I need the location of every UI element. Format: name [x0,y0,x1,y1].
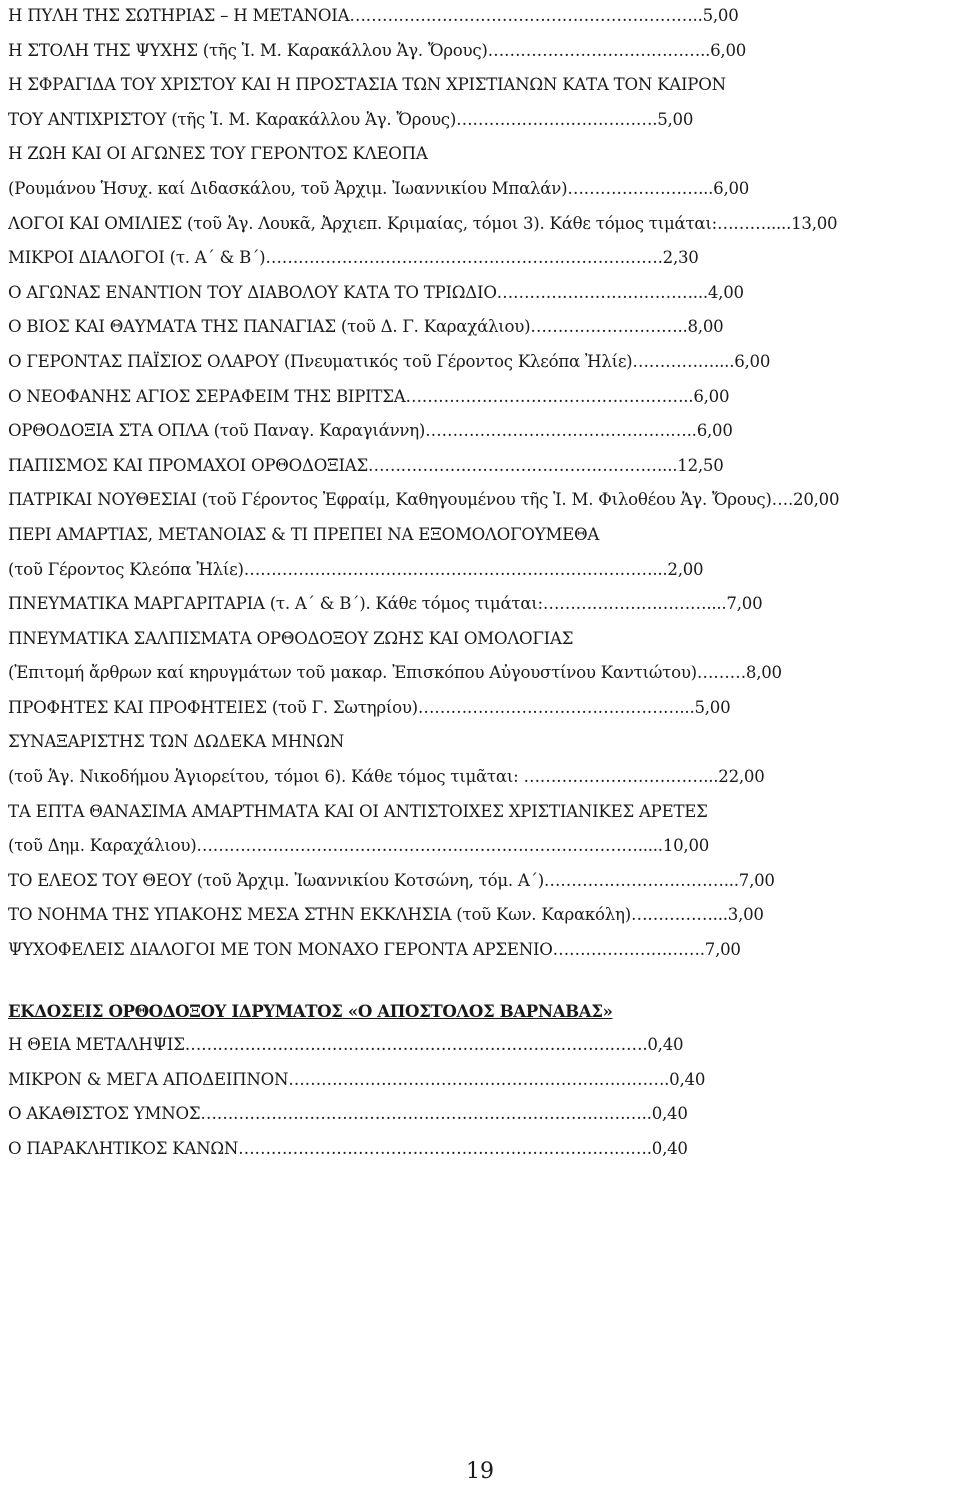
catalog-line: Η ΖΩΗ ΚΑΙ ΟΙ ΑΓΩΝΕΣ ΤΟΥ ΓΕΡΟΝΤΟΣ ΚΛΕΟΠΑ [8,144,428,164]
catalog-line: (Ἐπιτομή ἄρθρων καί κηρυγμάτων τοῦ μακαρ. Ἐπισκόπου Αὐγουστίνου Καντιώτου)………8,00 [8,663,782,683]
catalog-line: ΤΟ ΕΛΕΟΣ ΤΟΥ ΘΕΟΥ (τοῦ Ἀρχιμ. Ἰωαννικίου Κοτσώνη, τόμ. Α΄)……………………………...7,00 [8,870,775,890]
catalog-line: Η ΣΦΡΑΓΙΔΑ ΤΟΥ ΧΡΙΣΤΟΥ ΚΑΙ Η ΠΡΟΣΤΑΣΙΑ ΤΩΝ ΧΡΙΣΤΙΑΝΩΝ ΚΑΤΑ ΤΟΝ ΚΑΙΡΟΝ [8,75,726,95]
page-number: 19 [466,1459,494,1484]
section-line: Η ΘΕΙΑ ΜΕΤΑΛΗΨΙΣ………………………………………………………………………….0,40 [8,1035,684,1055]
catalog-line: ΣΥΝΑΞΑΡΙΣΤΗΣ ΤΩΝ ΔΩΔΕΚΑ ΜΗΝΩΝ [8,732,344,752]
catalog-line: (τοῦ Γέροντος Κλεόπα Ἠλίε)…………………………………………………………………...2,00 [8,559,704,579]
document-page [8,2,954,1170]
catalog-line: ΨΥΧΟΦΕΛΕΙΣ ΔΙΑΛΟΓΟΙ ΜΕ ΤΟΝ ΜΟΝΑΧΟ ΓΕΡΟΝΤΑ ΑΡΣΕΝΙΟ……………………….7,00 [8,940,741,960]
catalog-line: Ο ΒΙΟΣ ΚΑΙ ΘΑΥΜΑΤΑ ΤΗΣ ΠΑΝΑΓΙΑΣ (τοῦ Δ. Γ. Καραχάλιου)………………………..8,00 [8,317,724,337]
catalog-line: ΠΝΕΥΜΑΤΙΚΑ ΜΑΡΓΑΡΙΤΑΡΙΑ (τ. Α΄ & Β΄). Κάθε τόμος τιμάται:…………………………....7,00 [8,594,763,614]
section-line: Ο ΑΚΑΘΙΣΤΟΣ ΥΜΝΟΣ………………………………………………………………………..0,40 [8,1104,688,1124]
catalog-line: ΛΟΓΟΙ ΚΑΙ ΟΜΙΛΙΕΣ (τοῦ Ἁγ. Λουκᾶ, Ἀρχιεπ. Κριμαίας, τόμοι 3). Κάθε τόμος τιμάται:……….....13,00 [8,213,838,233]
catalog-line: Η ΠΥΛΗ ΤΗΣ ΣΩΤΗΡΙΑΣ – Η ΜΕΤΑΝΟΙΑ………………………………………………………..5,00 [8,6,739,25]
catalog-line: ΟΡΘΟΔΟΞΙΑ ΣΤΑ ΟΠΛΑ (τοῦ Παναγ. Καραγιάννη)…………………………………………..6,00 [8,421,733,441]
section-spacer [8,971,954,997]
catalog-line: Ο ΓΕΡΟΝΤΑΣ ΠΑΪΣΙΟΣ ΟΛΑΡΟΥ (Πνευματικός τοῦ Γέροντος Κλεόπα Ἠλίε)……………....6,00 [8,351,771,371]
catalog-line: (Ρουμάνου Ἡσυχ. καί Διδασκάλου, τοῦ Ἀρχιμ. Ἰωαννικίου Μπαλάν)……………………...6,00 [8,178,750,198]
catalog-line: ΜΙΚΡΟΙ ΔΙΑΛΟΓΟΙ (τ. Α΄ & Β΄)……………………………………………………………….2,30 [8,248,699,268]
catalog-line: (τοῦ Δημ. Καραχάλιου)……………………………………………………………………….....10,00 [8,836,710,856]
catalog-line: ΠΕΡΙ ΑΜΑΡΤΙΑΣ, ΜΕΤΑΝΟΙΑΣ & ΤΙ ΠΡΕΠΕΙ ΝΑ ΕΞΟΜΟΛΟΓΟΥΜΕΘΑ [8,524,600,544]
catalog-line: Ο ΝΕΟΦΑΝΗΣ ΑΓΙΟΣ ΣΕΡΑΦΕΙΜ ΤΗΣ ΒΙΡΙΤΣΑ……………………………………………..6,00 [8,386,730,406]
catalog-line: Ο ΑΓΩΝΑΣ ΕΝΑΝΤΙΟΝ ΤΟΥ ΔΙΑΒΟΛΟΥ ΚΑΤΑ ΤΟ ΤΡΙΩΔΙΟ………………………………...4,00 [8,282,744,302]
catalog-line: ΤΟ ΝΟΗΜΑ ΤΗΣ ΥΠΑΚΟΗΣ ΜΕΣΑ ΣΤΗΝ ΕΚΚΛΗΣΙΑ (τοῦ Κων. Καρακόλη)……………...3,00 [8,905,764,925]
catalog-line: Η ΣΤΟΛΗ ΤΗΣ ΨΥΧΗΣ (τῆς Ἱ. Μ. Καρακάλλου Ἁγ. Ὄρους)…………………………………..6,00 [8,40,747,60]
catalog-line: (τοῦ Ἁγ. Νικοδήμου Ἁγιορείτου, τόμοι 6). Κάθε τόμος τιμᾶται: ……………………………...22,00 [8,767,765,787]
catalog-line: ΠΡΟΦΗΤΕΣ ΚΑΙ ΠΡΟΦΗΤΕΙΕΣ (τοῦ Γ. Σωτηρίου)…………………………………………...5,00 [8,697,731,717]
catalog-list [8,2,954,971]
catalog-line: ΤΑ ΕΠΤΑ ΘΑΝΑΣΙΜΑ ΑΜΑΡΤΗΜΑΤΑ ΚΑΙ ΟΙ ΑΝΤΙΣΤΟΙΧΕΣ ΧΡΙΣΤΙΑΝΙΚΕΣ ΑΡΕΤΕΣ [8,801,708,821]
section-line: ΜΙΚΡΟΝ & ΜΕΓΑ ΑΠΟΔΕΙΠΝΟΝ…………………………………………………………….0,40 [8,1069,706,1089]
catalog-line: ΠΑΠΙΣΜΟΣ ΚΑΙ ΠΡΟΜΑΧΟΙ ΟΡΘΟΔΟΞΙΑΣ………………………………………………...12,50 [8,455,724,475]
catalog-line: ΤΟΥ ΑΝΤΙΧΡΙΣΤΟΥ (τῆς Ἱ. Μ. Καρακάλλου Ἁγ. Ὄρους)……………………………….5,00 [8,109,694,129]
catalog-line: ΠΑΤΡΙΚΑΙ ΝΟΥΘΕΣΙΑΙ (τοῦ Γέροντος Ἐφραίμ, Καθηγουμένου τῆς Ἱ. Μ. Φιλοθέου Ἁγ. Ὄρους)….20,00 [8,490,840,510]
section-heading: ΕΚΔΟΣΕΙΣ ΟΡΘΟΔΟΞΟΥ ΙΔΡΥΜΑΤΟΣ «Ο ΑΠΟΣΤΟΛΟΣ ΒΑΡΝΑΒΑΣ» [8,1000,613,1021]
section-line: Ο ΠΑΡΑΚΛΗΤΙΚΟΣ ΚΑΝΩΝ………………………………………………………………….0,40 [8,1139,688,1158]
publisher-section [8,997,954,1170]
catalog-line: ΠΝΕΥΜΑΤΙΚΑ ΣΑΛΠΙΣΜΑΤΑ ΟΡΘΟΔΟΞΟΥ ΖΩΗΣ ΚΑΙ ΟΜΟΛΟΓΙΑΣ [8,628,574,648]
